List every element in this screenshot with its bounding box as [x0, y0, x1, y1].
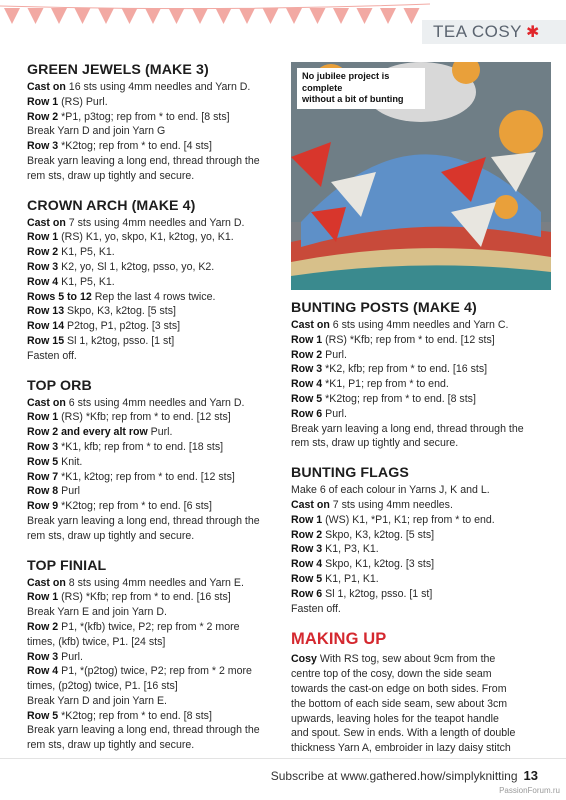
pattern-line — [291, 667, 541, 682]
subscribe-text: Subscribe at www.gathered.how/simplyknitting — [270, 769, 518, 783]
bunting-flag — [98, 8, 114, 24]
pattern-line — [27, 620, 281, 635]
instruction-text: Skpo, K3, k2tog. [5 sts] — [64, 305, 176, 318]
photo-caption-line: No jubilee project is complete — [302, 71, 390, 93]
pattern-line — [27, 169, 281, 184]
bunting-flag — [192, 8, 208, 24]
photo-caption — [297, 68, 425, 109]
pattern-line — [291, 392, 541, 407]
pattern-line — [27, 723, 281, 738]
instruction-text: Fasten off. — [27, 349, 77, 362]
pattern-line — [27, 95, 281, 110]
instruction-label: Row 4 — [27, 275, 59, 288]
instruction-label: Cast on — [27, 81, 66, 93]
instruction-text: Purl. — [58, 650, 83, 663]
pattern-line — [27, 664, 281, 679]
pattern-line — [27, 216, 281, 231]
instruction-label: Row 5 — [27, 455, 59, 468]
instruction-text: P1, *(p2tog) twice, P2; rep from * 2 more — [58, 665, 252, 678]
instruction-text: Break yarn leaving a long end, thread through the — [27, 514, 260, 527]
section-heading: GREEN JEWELS (MAKE 3) — [27, 62, 209, 78]
making-up-heading: MAKING UP — [291, 630, 387, 649]
instruction-label: Cosy — [291, 653, 317, 666]
instruction-text: *K2tog; rep from * to end. [6 sts] — [58, 500, 212, 513]
pattern-line — [27, 319, 281, 334]
instruction-text: *K2, kfb; rep from * to end. [16 sts] — [322, 363, 488, 376]
instruction-text: Break Yarn D and join Yarn E. — [27, 694, 167, 707]
instruction-text: Break yarn leaving a long end, thread through the — [27, 724, 260, 737]
instruction-label: Row 5 — [291, 392, 323, 405]
instruction-text: Skpo, K3, k2tog. [5 sts] — [322, 528, 435, 541]
instruction-label: Row 5 — [291, 572, 323, 585]
instruction-text: K1, P1, K1. — [322, 572, 379, 585]
bunting-flag — [404, 8, 420, 24]
pattern-line — [27, 440, 281, 455]
instruction-text: Skpo, K1, k2tog. [3 sts] — [322, 558, 435, 571]
pattern-line — [27, 709, 281, 724]
pattern-line — [27, 245, 281, 260]
pattern-section — [291, 300, 541, 451]
instruction-label: Row 2 — [27, 620, 59, 633]
instruction-label: Row 3 — [27, 650, 59, 663]
pattern-section — [27, 198, 281, 364]
bunting-decoration — [0, 0, 430, 40]
bunting-flag — [239, 8, 255, 24]
pattern-line — [291, 557, 541, 572]
instruction-text: Purl. — [322, 348, 347, 361]
footer-divider — [0, 758, 566, 759]
bunting-flag — [333, 8, 349, 24]
pattern-line — [291, 682, 541, 697]
pattern-line — [27, 679, 281, 694]
instruction-label: Cast on — [291, 498, 330, 511]
bunting-flag — [380, 8, 396, 24]
instruction-text: towards the cast-on edge on both sides. From — [291, 682, 507, 695]
instruction-text: and spout. Sew in ends. With a length of double — [291, 727, 516, 740]
instruction-label: Row 1 — [27, 95, 59, 108]
page-number: 13 — [523, 768, 538, 783]
instruction-text: K1, P3, K1. — [322, 543, 379, 556]
instruction-label: Row 4 — [27, 665, 59, 678]
pattern-line — [27, 455, 281, 470]
pattern-line — [291, 602, 541, 617]
pattern-line — [291, 422, 541, 437]
instruction-label: Rows 5 to 12 — [27, 290, 92, 303]
pattern-line — [291, 513, 541, 528]
instruction-text: 8 sts using 4mm needles and Yarn E. — [65, 576, 244, 589]
instruction-label: Row 3 — [27, 260, 59, 273]
pattern-line — [27, 290, 281, 305]
instruction-text: Sl 1, k2tog, psso. [1 st] — [322, 587, 433, 600]
pattern-line — [291, 407, 541, 422]
instruction-text: (RS) *Kfb; rep from * to end. [12 sts] — [322, 333, 495, 346]
section-heading: TOP ORB — [27, 377, 92, 394]
pattern-line — [27, 334, 281, 349]
pattern-line — [291, 498, 541, 513]
bunting-flag — [51, 8, 67, 24]
pattern-line — [27, 694, 281, 709]
instruction-label: Row 1 — [27, 231, 59, 244]
pattern-line — [291, 712, 541, 727]
instruction-text: K2, yo, Sl 1, k2tog, psso, yo, K2. — [58, 260, 215, 273]
pattern-line — [291, 528, 541, 543]
instruction-label: Cast on — [27, 576, 66, 589]
bunting-flag — [216, 8, 232, 24]
section-heading: TOP FINIAL — [27, 557, 107, 574]
instruction-text: P2tog, P1, p2tog. [3 sts] — [64, 320, 181, 333]
bunting-string — [0, 4, 430, 9]
instruction-text: K1, P5, K1. — [58, 275, 115, 288]
pattern-line — [27, 230, 281, 245]
instruction-text: Fasten off. — [291, 602, 341, 615]
instruction-label: Row 4 — [291, 558, 323, 571]
instruction-label: Row 3 — [27, 440, 59, 453]
pattern-line — [27, 80, 281, 95]
right-column — [291, 300, 541, 770]
pattern-line — [27, 514, 281, 529]
photo-caption-line: without a bit of bunting — [302, 94, 404, 104]
instruction-text: Break yarn leaving a long end, thread through the — [27, 154, 260, 167]
instruction-text: *K2tog; rep from * to end. [8 sts] — [322, 392, 476, 405]
pattern-line — [27, 275, 281, 290]
pattern-line — [291, 587, 541, 602]
pattern-line — [291, 697, 541, 712]
pattern-line — [27, 154, 281, 169]
bunting-flag — [169, 8, 185, 24]
instruction-label: Row 2 — [291, 348, 323, 361]
pattern-line — [291, 652, 541, 667]
section-heading: BUNTING POSTS (MAKE 4) — [291, 300, 477, 316]
pattern-line — [27, 124, 281, 139]
instruction-text: the bottom of each side seam, sew about 3cm — [291, 697, 508, 710]
pattern-line — [27, 499, 281, 514]
instruction-text: rem sts, draw up tightly and secure. — [291, 437, 459, 450]
instruction-text: Break yarn leaving a long end, thread through the — [291, 422, 524, 435]
instruction-label: Row 2 — [27, 110, 59, 123]
instruction-label: Row 9 — [27, 500, 59, 513]
pattern-line — [27, 470, 281, 485]
instruction-text: 7 sts using 4mm needles. — [329, 498, 453, 511]
pattern-section — [27, 558, 281, 754]
instruction-label: Row 3 — [27, 140, 59, 153]
pattern-line — [27, 605, 281, 620]
pattern-line — [27, 484, 281, 499]
instruction-label: Row 13 — [27, 305, 65, 318]
instruction-label: Row 1 — [27, 411, 59, 424]
instruction-text: *K2tog; rep from * to end. [8 sts] — [58, 709, 212, 722]
instruction-label: Row 2 and every alt row — [27, 426, 148, 439]
section-tag-label: TEA COSY — [433, 22, 523, 41]
pattern-section — [27, 378, 281, 544]
pattern-line — [291, 741, 541, 756]
pattern-line — [27, 738, 281, 753]
instruction-text: Sl 1, k2tog, psso. [1 st] — [64, 334, 175, 347]
instruction-text: (RS) *Kfb; rep from * to end. [16 sts] — [58, 591, 231, 604]
instruction-text: (RS) Purl. — [58, 95, 108, 108]
instruction-text: K1, P5, K1. — [58, 246, 115, 259]
pattern-line — [291, 377, 541, 392]
instruction-text: With RS tog, sew about 9cm from the — [316, 653, 496, 666]
instruction-label: Row 1 — [291, 513, 323, 526]
section-tag — [422, 20, 566, 44]
instruction-label: Row 6 — [291, 407, 323, 420]
bunting-flag — [75, 8, 91, 24]
instruction-text: (RS) K1, yo, skpo, K1, k2tog, yo, K1. — [58, 231, 234, 244]
instruction-label: Row 14 — [27, 320, 65, 333]
pattern-line — [291, 362, 541, 377]
instruction-text: Make 6 of each colour in Yarns J, K and L. — [291, 484, 490, 497]
instruction-text: times, (p2tog) twice, P1. [16 sts] — [27, 680, 178, 693]
pattern-line — [27, 425, 281, 440]
instruction-text: Purl. — [147, 426, 173, 439]
instruction-text: 16 sts using 4mm needles and Yarn D. — [65, 81, 251, 93]
instruction-text: Break Yarn D and join Yarn G — [27, 125, 166, 138]
bunting-flag — [28, 8, 44, 24]
instruction-text: Purl — [58, 485, 80, 498]
bunting-flag — [145, 8, 161, 24]
instruction-label: Cast on — [27, 396, 66, 409]
instruction-label: Row 1 — [27, 591, 59, 604]
instruction-text: thickness Yarn A, embroider in lazy daisy stitch — [291, 742, 511, 755]
pattern-line — [27, 304, 281, 319]
instruction-text: 6 sts using 4mm needles and Yarn C. — [329, 319, 509, 331]
instruction-text: *K2tog; rep from * to end. [4 sts] — [58, 140, 212, 153]
bunting-flag — [122, 8, 138, 24]
instruction-label: Cast on — [27, 216, 66, 229]
instruction-label: Row 2 — [27, 246, 59, 259]
pattern-line — [27, 110, 281, 125]
instruction-text: Knit. — [58, 455, 83, 468]
instruction-label: Row 1 — [291, 333, 323, 346]
pattern-section — [27, 62, 281, 184]
instruction-text: P1, *(kfb) twice, P2; rep from * 2 more — [58, 620, 240, 633]
instruction-text: Rep the last 4 rows twice. — [91, 290, 216, 303]
instruction-text: *K1, P1; rep from * to end. — [322, 378, 449, 391]
instruction-label: Row 2 — [291, 528, 323, 541]
making-up-section — [291, 630, 541, 756]
pattern-line — [291, 333, 541, 348]
pattern-section — [291, 465, 541, 616]
instruction-text: rem sts, draw up tightly and secure. — [27, 529, 195, 542]
knitted-cosy-photo — [291, 62, 551, 290]
pattern-line — [27, 260, 281, 275]
instruction-text: (RS) *Kfb; rep from * to end. [12 sts] — [58, 411, 231, 424]
bunting-flag — [357, 8, 373, 24]
footer — [271, 768, 538, 783]
instruction-text: Purl. — [322, 407, 347, 420]
pattern-line — [291, 542, 541, 557]
pattern-line — [291, 348, 541, 363]
left-column — [27, 62, 281, 767]
instruction-label: Cast on — [291, 319, 330, 331]
pattern-line — [27, 590, 281, 605]
instruction-text: *K1, k2tog; rep from * to end. [12 sts] — [58, 470, 235, 483]
instruction-text: upwards, leaving holes for the teapot handle — [291, 712, 499, 725]
bunting-flag — [310, 8, 326, 24]
watermark: PassionForum.ru — [499, 786, 560, 795]
instruction-text: rem sts, draw up tightly and secure. — [27, 739, 195, 752]
pattern-line — [27, 650, 281, 665]
instruction-text: rem sts, draw up tightly and secure. — [27, 169, 195, 182]
instruction-text: (WS) K1, *P1, K1; rep from * to end. — [322, 513, 495, 526]
pattern-line — [27, 396, 281, 411]
pattern-line — [291, 726, 541, 741]
pattern-line — [27, 635, 281, 650]
asterisk-icon: ✱ — [526, 24, 540, 41]
instruction-label: Row 5 — [27, 709, 59, 722]
section-heading: CROWN ARCH (MAKE 4) — [27, 197, 196, 214]
instruction-label: Row 3 — [291, 363, 323, 376]
pattern-line — [291, 483, 541, 498]
pattern-line — [27, 529, 281, 544]
instruction-text: 7 sts using 4mm needles and Yarn D. — [65, 216, 245, 229]
instruction-text: centre top of the cosy, down the side seam — [291, 668, 492, 681]
instruction-text: times, (kfb) twice, P1. [24 sts] — [27, 635, 166, 648]
instruction-label: Row 15 — [27, 334, 65, 347]
pattern-line — [291, 572, 541, 587]
instruction-text: *K1, kfb; rep from * to end. [18 sts] — [58, 440, 224, 453]
pattern-line — [291, 318, 541, 333]
pattern-line — [291, 436, 541, 451]
pattern-line — [27, 139, 281, 154]
instruction-text: 6 sts using 4mm needles and Yarn D. — [65, 396, 245, 409]
instruction-label: Row 7 — [27, 470, 59, 483]
instruction-label: Row 4 — [291, 378, 323, 391]
instruction-text: *P1, p3tog; rep from * to end. [8 sts] — [58, 110, 230, 123]
section-heading: BUNTING FLAGS — [291, 465, 409, 482]
bunting-flag — [263, 8, 279, 24]
bunting-flag — [4, 8, 20, 24]
instruction-text: Break Yarn E and join Yarn D. — [27, 606, 167, 619]
pattern-line — [27, 349, 281, 364]
instruction-label: Row 3 — [291, 543, 323, 556]
bunting-flag — [286, 8, 302, 24]
instruction-label: Row 6 — [291, 587, 323, 600]
instruction-label: Row 8 — [27, 485, 59, 498]
pattern-line — [27, 410, 281, 425]
pattern-line — [27, 576, 281, 591]
